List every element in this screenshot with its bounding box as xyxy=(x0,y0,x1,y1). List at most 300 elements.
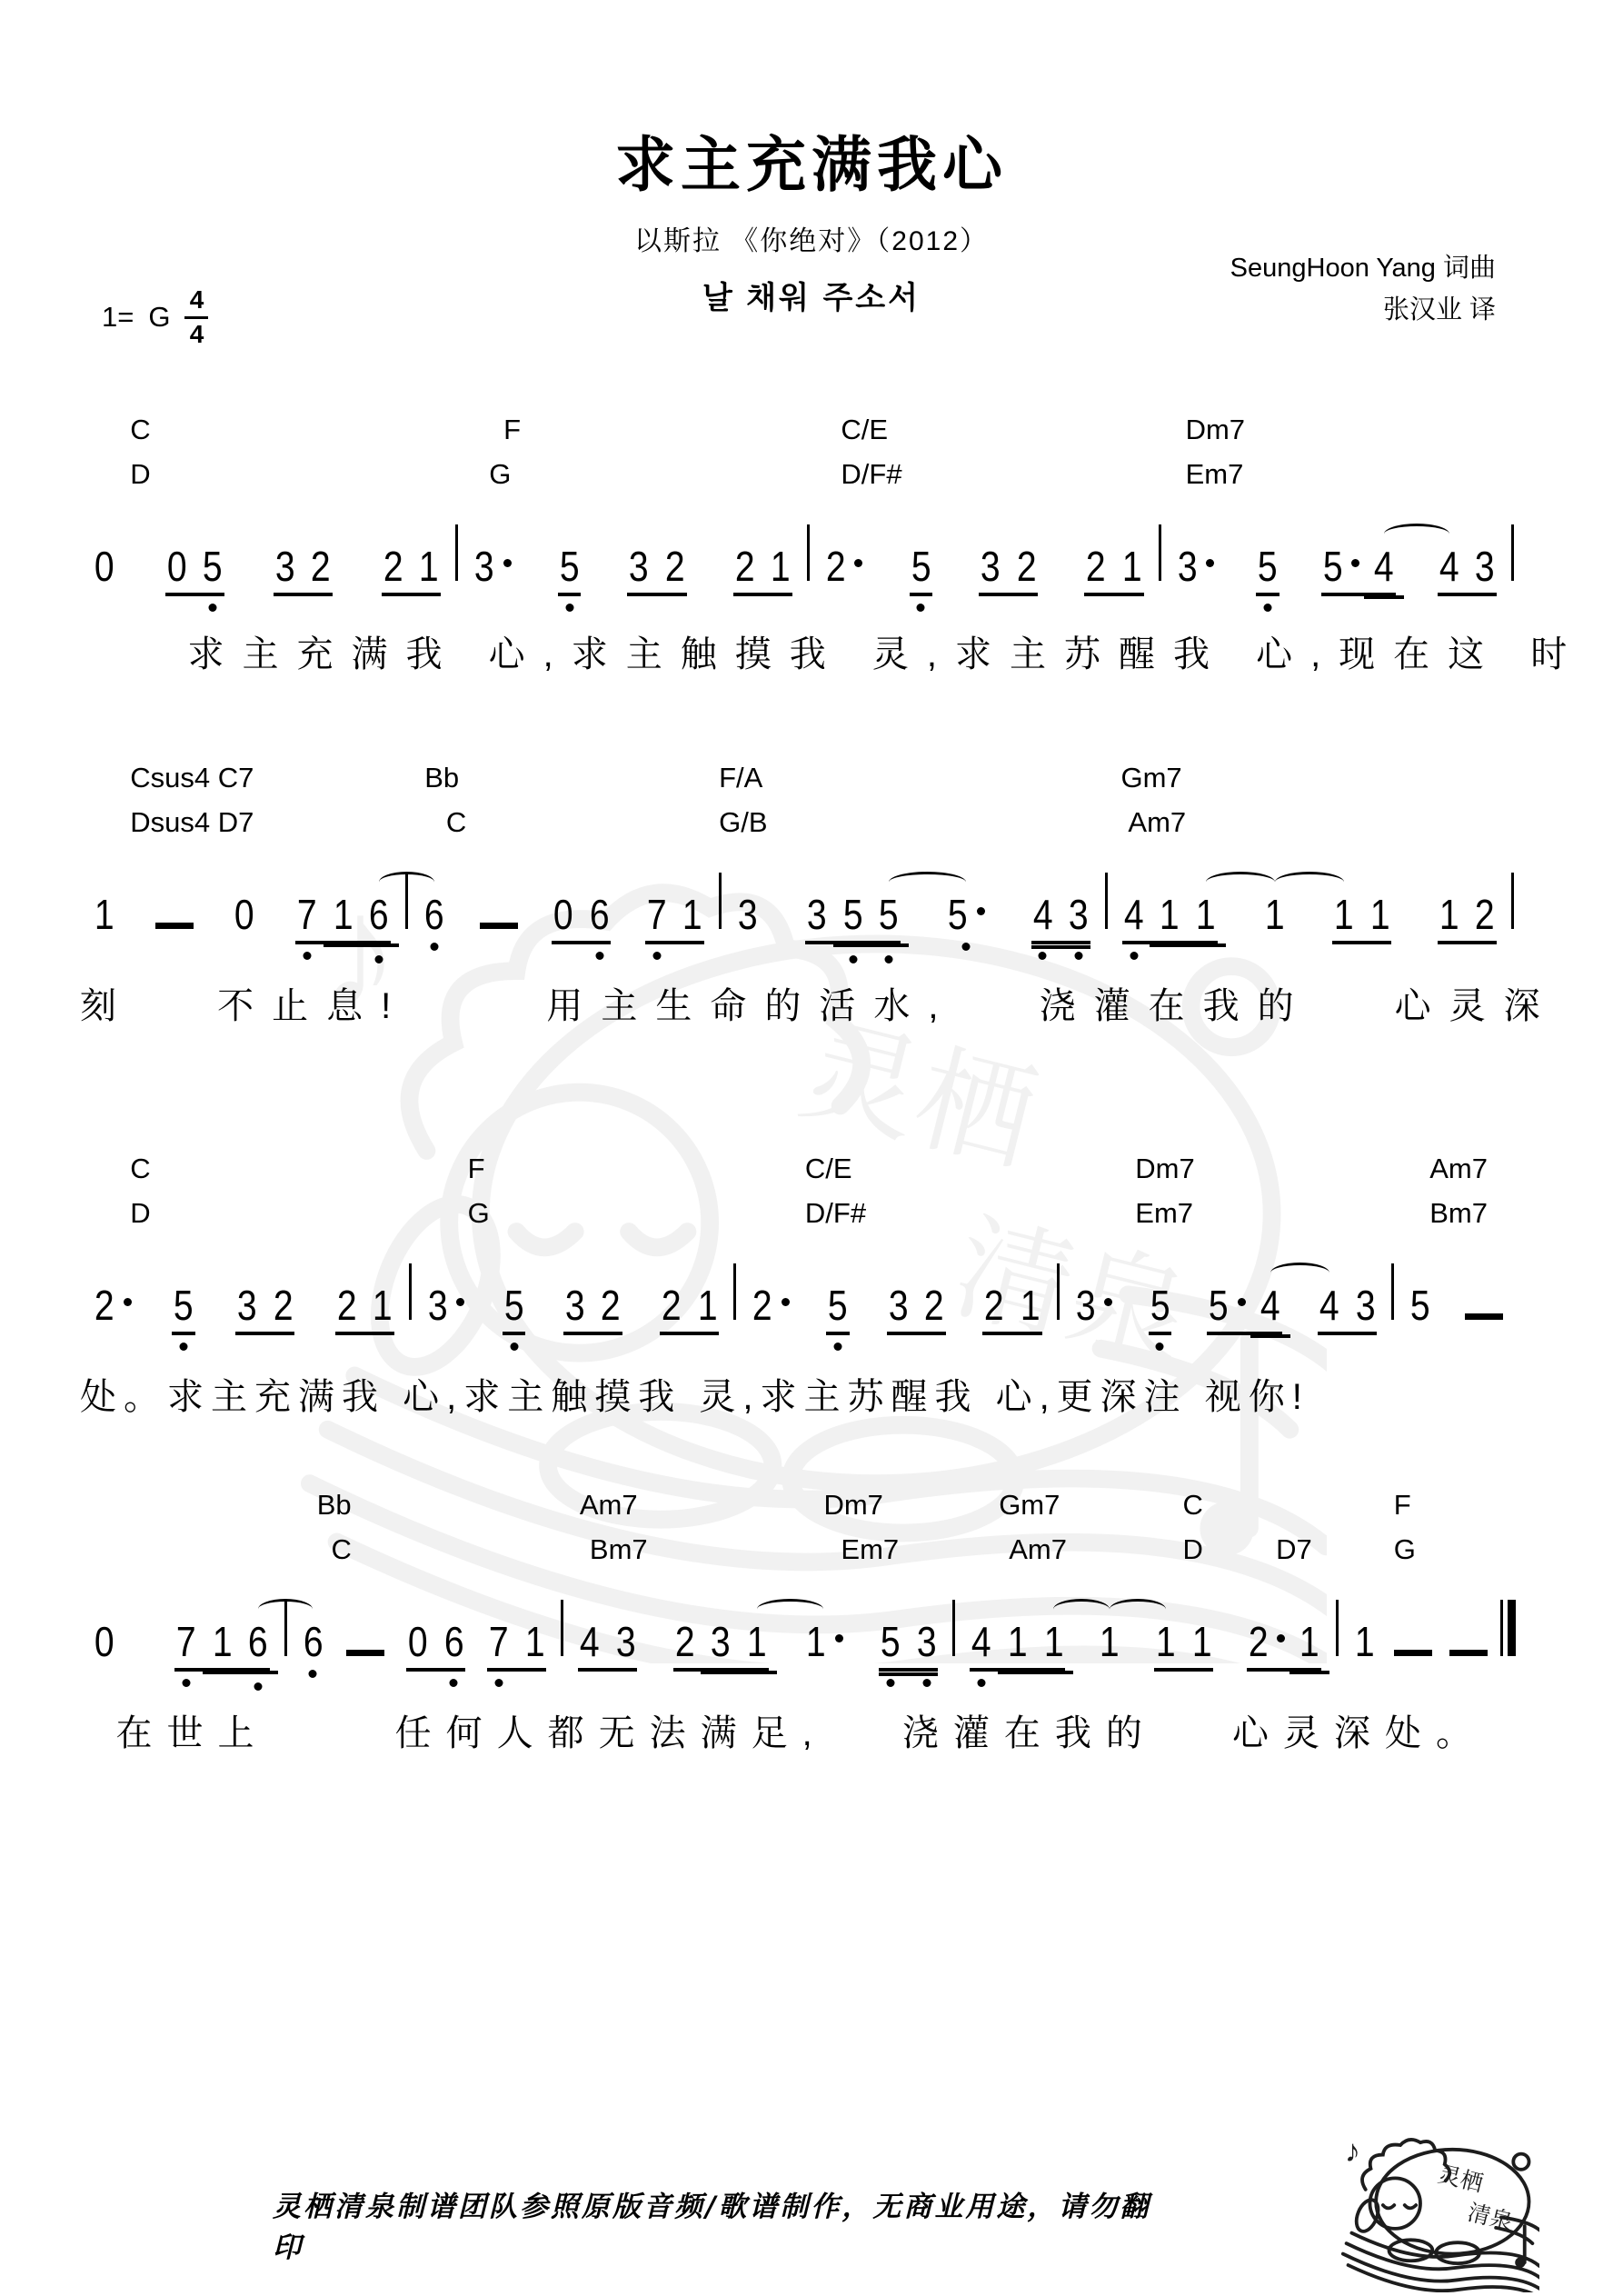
octave-dot-icon xyxy=(1263,604,1271,612)
note-group xyxy=(552,893,611,944)
octave-dot-icon xyxy=(885,955,893,963)
note-token: 3 xyxy=(236,1282,257,1329)
dot-icon xyxy=(503,559,512,567)
note-group xyxy=(805,893,901,944)
note-token: 5 xyxy=(1410,1282,1430,1329)
note-group xyxy=(645,893,704,944)
translator-credit: 张汉业 译 xyxy=(1382,295,1496,325)
chord-label: C xyxy=(331,1533,352,1565)
note-token: 5 xyxy=(910,545,933,587)
measure xyxy=(565,1618,951,1672)
note-token: 1 xyxy=(373,1282,393,1329)
chord-label: D xyxy=(1182,1533,1203,1565)
measure xyxy=(289,1618,559,1675)
note-group xyxy=(910,545,933,596)
measure xyxy=(957,1618,1333,1672)
note-token: 3 xyxy=(981,543,1001,590)
measure xyxy=(80,1284,407,1335)
note-group xyxy=(1449,1650,1488,1675)
barline xyxy=(1336,1600,1339,1656)
note-group xyxy=(235,1284,294,1335)
note-token: 1 xyxy=(1042,1621,1066,1662)
note-group xyxy=(335,1284,394,1335)
note-token: 5 xyxy=(1207,1284,1246,1326)
note-group xyxy=(558,545,582,596)
dash-token xyxy=(1465,1313,1503,1320)
measure xyxy=(812,545,1157,596)
note-group xyxy=(346,1650,384,1675)
key-prefix: 1= xyxy=(102,301,134,334)
note-token: 0 xyxy=(553,891,573,938)
chord-label: D/F# xyxy=(841,458,902,490)
chord-row-top xyxy=(80,1489,1516,1533)
chord-row-top xyxy=(80,762,1516,806)
barline xyxy=(807,524,810,581)
barline xyxy=(1391,1263,1394,1320)
chord-row-bottom xyxy=(80,458,1516,503)
key-letter: G xyxy=(148,301,171,334)
chord-label: Am7 xyxy=(579,1489,638,1521)
chord-label: G xyxy=(467,1197,490,1229)
note-token: 4 xyxy=(1439,543,1459,590)
beam-line xyxy=(1034,1671,1074,1674)
chord-label: G xyxy=(489,458,512,490)
note-token: 5 xyxy=(826,1284,850,1326)
beam-line xyxy=(359,943,399,947)
beam-line xyxy=(737,1671,777,1674)
note-group xyxy=(804,1618,843,1668)
octave-dot-icon xyxy=(494,1679,503,1687)
chord-label: C xyxy=(130,414,151,445)
octave-dot-icon xyxy=(309,1670,317,1678)
dot-icon xyxy=(782,1298,790,1306)
note-token: 3 xyxy=(615,1618,636,1665)
note-token: 1 xyxy=(524,1618,545,1665)
note-group xyxy=(93,1618,116,1668)
note-group xyxy=(1318,1284,1377,1335)
note-group xyxy=(1394,1650,1432,1675)
note-token: 6 xyxy=(443,1621,466,1662)
chord-label: Am7 xyxy=(1429,1153,1488,1184)
chord-row-top xyxy=(80,414,1516,458)
octave-dot-icon xyxy=(450,1679,458,1687)
chord-label: Bb xyxy=(316,1489,352,1521)
note-token: 6 xyxy=(246,1621,270,1662)
note-token: 5 xyxy=(503,1284,526,1326)
note-group xyxy=(1263,893,1287,941)
barline xyxy=(409,1263,412,1320)
note-token: 3 xyxy=(709,1621,732,1662)
measure xyxy=(1110,893,1509,944)
note-token: 1 xyxy=(1298,1621,1321,1662)
dot-icon xyxy=(1238,1298,1246,1306)
note-group xyxy=(1247,1618,1321,1672)
note-group xyxy=(1074,1284,1113,1332)
note-token: 2 xyxy=(751,1284,790,1326)
page-subtitle: 以斯拉 《你绝对》（2012） xyxy=(633,226,990,256)
note-token: 2 xyxy=(601,1282,621,1329)
note-token: 5 xyxy=(1321,545,1360,587)
chord-row-bottom xyxy=(80,1197,1516,1242)
chord-row-top xyxy=(80,1153,1516,1197)
note-token: 3 xyxy=(473,545,512,587)
note-group xyxy=(302,1618,325,1668)
dash-token xyxy=(1449,1650,1488,1656)
chord-label: D xyxy=(130,458,151,490)
chord-label: Gm7 xyxy=(999,1489,1060,1521)
note-token: 1 xyxy=(804,1621,843,1662)
notes-row xyxy=(80,1263,1516,1339)
octave-dot-icon xyxy=(834,1343,842,1351)
note-token: 0 xyxy=(407,1618,428,1665)
chord-label: C xyxy=(1182,1489,1203,1521)
lyrics-line: 处。求主充满我 心,求主触摸我 灵,求主苏醒我 心,更深注 视你! xyxy=(80,1377,1309,1417)
tie-arc xyxy=(1206,872,1275,893)
note-group xyxy=(480,923,518,948)
measure xyxy=(1061,1284,1390,1335)
beam-line xyxy=(1250,1334,1290,1338)
chord-label: Am7 xyxy=(1128,806,1187,838)
note-group xyxy=(1098,1618,1121,1668)
beam-line xyxy=(238,1671,278,1674)
octave-dot-icon xyxy=(1074,952,1082,960)
chord-label: Dm7 xyxy=(1185,414,1246,445)
octave-dot-icon xyxy=(510,1343,518,1351)
note-token: 2 xyxy=(824,545,863,587)
note-token: 7 xyxy=(174,1621,198,1662)
note-token: 3 xyxy=(915,1621,939,1662)
note-group xyxy=(1256,545,1279,596)
note-group xyxy=(1353,1618,1377,1668)
note-token: 1 xyxy=(697,1282,718,1329)
octave-dot-icon xyxy=(430,943,438,951)
chord-label: G xyxy=(1393,1533,1416,1565)
chord-label: Gm7 xyxy=(1120,762,1182,794)
note-token: 5 xyxy=(201,545,224,587)
chord-label: Em7 xyxy=(1135,1197,1194,1229)
note-token: 5 xyxy=(946,893,985,935)
note-token: 2 xyxy=(273,1282,294,1329)
note-group xyxy=(473,545,512,593)
chord-label: Bm7 xyxy=(1429,1197,1488,1229)
chord-label: Dm7 xyxy=(1135,1153,1195,1184)
barline xyxy=(719,873,722,929)
note-token: 1 xyxy=(419,543,440,590)
chord-label: Dm7 xyxy=(823,1489,883,1521)
octave-dot-icon xyxy=(1130,952,1138,960)
octave-dot-icon xyxy=(254,1682,262,1691)
note-token: 1 xyxy=(1194,893,1218,935)
note-token: 1 xyxy=(1006,1621,1030,1662)
dot-icon xyxy=(1206,559,1214,567)
note-token: 2 xyxy=(1475,891,1496,938)
tie-arc xyxy=(1270,1263,1329,1283)
note-group xyxy=(887,1284,946,1335)
note-token: 2 xyxy=(661,1282,682,1329)
measure xyxy=(1163,545,1509,596)
note-group xyxy=(93,893,116,941)
note-token: 0 xyxy=(234,891,254,938)
measure xyxy=(410,893,717,948)
composer-credit: SeungHoon Yang 词曲 xyxy=(1230,254,1496,283)
note-token: 4 xyxy=(1122,893,1146,935)
note-group xyxy=(970,1618,1065,1672)
octave-dot-icon xyxy=(182,1679,190,1687)
tie-arc xyxy=(1053,1599,1110,1620)
note-group xyxy=(1122,893,1218,944)
beam-line xyxy=(833,943,873,947)
note-group xyxy=(946,893,985,941)
chord-label: Csus4 C7 xyxy=(130,762,254,794)
note-token: 3 xyxy=(1475,543,1496,590)
barline xyxy=(561,1600,563,1656)
octave-dot-icon xyxy=(595,952,603,960)
beam-line xyxy=(1150,943,1190,947)
chord-label: D7 xyxy=(1276,1533,1312,1565)
note-token: 1 xyxy=(1264,891,1285,938)
note-token: 2 xyxy=(674,1618,695,1665)
note-group xyxy=(826,1284,850,1335)
note-token: 1 xyxy=(1156,1618,1176,1665)
note-group xyxy=(1438,545,1497,596)
score-line xyxy=(80,762,1558,1029)
tie-arc xyxy=(889,872,966,893)
dot-icon xyxy=(456,1298,464,1306)
time-numerator: 4 xyxy=(189,285,204,314)
note-group xyxy=(274,545,333,596)
measure xyxy=(80,545,453,596)
note-token: 2 xyxy=(924,1282,944,1329)
chord-label: F xyxy=(503,414,522,445)
lyrics-line: 刻 不止息! 用主生命的活水, 浇灌在我的 心灵深 xyxy=(80,986,1558,1026)
note-group xyxy=(982,1284,1041,1335)
note-token: 6 xyxy=(423,893,446,935)
measure xyxy=(723,893,1103,944)
note-token: 1 xyxy=(682,891,703,938)
dot-icon xyxy=(854,559,862,567)
barline xyxy=(952,1600,955,1656)
note-token: 0 xyxy=(94,1618,115,1665)
note-token: 3 xyxy=(629,543,650,590)
score-line xyxy=(80,414,1586,677)
note-token: 4 xyxy=(1372,545,1396,587)
octave-dot-icon xyxy=(375,955,383,963)
octave-dot-icon xyxy=(303,952,311,960)
score-line xyxy=(80,1489,1516,1756)
chord-label: D/F# xyxy=(804,1197,867,1229)
chord-label: F/A xyxy=(719,762,763,794)
chord-row-bottom xyxy=(80,806,1516,851)
note-token: 4 xyxy=(1319,1282,1339,1329)
note-group xyxy=(1176,545,1215,593)
note-token: 1 xyxy=(1191,1618,1212,1665)
note-token: 5 xyxy=(172,1284,195,1326)
beam-line xyxy=(701,1671,741,1674)
note-token: 3 xyxy=(274,543,295,590)
tie-arc xyxy=(258,1599,314,1620)
octave-dot-icon xyxy=(961,943,970,951)
note-token: 1 xyxy=(1369,891,1390,938)
chord-label: C/E xyxy=(804,1153,852,1184)
octave-dot-icon xyxy=(1039,952,1047,960)
note-group xyxy=(426,1284,465,1332)
octave-dot-icon xyxy=(1156,1343,1164,1351)
chord-label: F xyxy=(1393,1489,1411,1521)
tie-arc xyxy=(757,1599,824,1620)
note-token: 2 xyxy=(1016,543,1037,590)
note-group xyxy=(1438,893,1497,944)
note-group xyxy=(1031,893,1090,944)
note-group xyxy=(736,893,760,941)
note-group xyxy=(824,545,863,593)
korean-title: 날 채워 주소서 xyxy=(702,281,921,315)
note-token: 1 xyxy=(1354,1618,1375,1665)
octave-dot-icon xyxy=(849,955,857,963)
note-token: 2 xyxy=(336,1282,357,1329)
note-token: 3 xyxy=(737,891,758,938)
note-token: 2 xyxy=(1247,1621,1286,1662)
dash-token xyxy=(1394,1650,1432,1656)
note-group xyxy=(627,545,686,596)
note-token: 1 xyxy=(1158,893,1181,935)
note-token: 1 xyxy=(1121,543,1142,590)
note-token: 6 xyxy=(367,893,391,935)
note-group xyxy=(503,1284,526,1335)
note-group xyxy=(165,545,224,596)
barline xyxy=(1159,524,1161,581)
dot-icon xyxy=(835,1634,843,1642)
measure xyxy=(413,1284,732,1335)
note-token: 3 xyxy=(1074,1284,1113,1326)
dash-token xyxy=(155,923,194,929)
note-token: 3 xyxy=(1355,1282,1376,1329)
tie-arc xyxy=(379,872,434,893)
note-group xyxy=(423,893,446,941)
note-token: 1 xyxy=(1334,891,1354,938)
note-group xyxy=(295,893,391,944)
beam-line xyxy=(1186,943,1226,947)
note-token: 3 xyxy=(426,1284,465,1326)
dot-icon xyxy=(124,1298,132,1306)
note-token: 3 xyxy=(1067,893,1090,935)
note-token: 1 xyxy=(1020,1282,1041,1329)
note-group xyxy=(174,1618,270,1672)
note-group xyxy=(1321,545,1396,596)
note-token: 2 xyxy=(1086,543,1107,590)
chord-label: Em7 xyxy=(841,1533,900,1565)
note-group xyxy=(93,1284,132,1332)
note-token: 2 xyxy=(93,1284,132,1326)
time-denominator: 4 xyxy=(189,319,204,348)
note-group xyxy=(155,923,194,948)
measure xyxy=(80,893,403,948)
note-token: 6 xyxy=(588,893,612,935)
note-token: 2 xyxy=(664,543,685,590)
note-group xyxy=(660,1284,719,1335)
notes-row xyxy=(80,1600,1516,1675)
note-group xyxy=(406,1618,465,1672)
chord-label: F xyxy=(467,1153,485,1184)
note-group xyxy=(733,545,792,596)
chord-label: D xyxy=(130,1197,151,1229)
octave-dot-icon xyxy=(917,604,925,612)
measure xyxy=(1396,1284,1516,1339)
note-token: 2 xyxy=(734,543,755,590)
octave-dot-icon xyxy=(179,1343,187,1351)
note-group xyxy=(1465,1313,1503,1339)
chord-label: C/E xyxy=(841,414,889,445)
note-token: 5 xyxy=(879,1621,902,1662)
note-group xyxy=(1084,545,1143,596)
note-group xyxy=(879,1618,938,1672)
sheep-logo xyxy=(1339,2120,1539,2292)
beam-line xyxy=(203,1671,243,1674)
note-group xyxy=(93,545,116,593)
chord-label: Bm7 xyxy=(589,1533,648,1565)
note-token: 1 xyxy=(1439,891,1459,938)
measure xyxy=(738,1284,1054,1335)
notes-row xyxy=(80,873,1516,948)
note-group xyxy=(233,893,256,941)
chord-label: G/B xyxy=(719,806,768,838)
note-token: 3 xyxy=(564,1282,585,1329)
note-group xyxy=(673,1618,769,1672)
chord-label: C xyxy=(445,806,467,838)
barline xyxy=(1105,873,1108,929)
octave-dot-icon xyxy=(922,1679,931,1687)
note-token: 2 xyxy=(383,543,403,590)
octave-dot-icon xyxy=(887,1679,895,1687)
dash-token xyxy=(346,1650,384,1656)
octave-dot-icon xyxy=(565,604,573,612)
barline xyxy=(733,1263,736,1320)
note-group xyxy=(563,1284,622,1335)
note-token: 4 xyxy=(1259,1284,1282,1326)
lyrics-line: 求主充满我 心,求主触摸我 灵,求主苏醒我 心,现在这 时 xyxy=(187,634,1586,674)
dot-icon xyxy=(977,907,985,915)
note-token: 1 xyxy=(332,893,355,935)
note-token: 0 xyxy=(94,543,115,590)
tie-arc xyxy=(1384,524,1449,544)
beam-line xyxy=(1289,1671,1329,1674)
note-token: 3 xyxy=(888,1282,909,1329)
note-token: 3 xyxy=(807,891,827,938)
final-barline xyxy=(1500,1600,1516,1656)
note-group xyxy=(172,1284,195,1335)
dot-icon xyxy=(1351,559,1359,567)
note-group xyxy=(979,545,1038,596)
note-token: 1 xyxy=(1100,1618,1120,1665)
note-token: 7 xyxy=(295,893,319,935)
chord-label: Em7 xyxy=(1185,458,1244,490)
note-group xyxy=(751,1284,790,1332)
note-token: 5 xyxy=(841,893,865,935)
note-group xyxy=(1207,1284,1281,1335)
note-token: 4 xyxy=(1031,893,1055,935)
note-group xyxy=(1149,1284,1172,1335)
octave-dot-icon xyxy=(652,952,661,960)
score-line xyxy=(80,1153,1516,1420)
note-token: 5 xyxy=(877,893,901,935)
beam-line xyxy=(998,1671,1038,1674)
measure xyxy=(80,1618,283,1672)
barline xyxy=(1511,873,1514,929)
dash-token xyxy=(480,923,518,929)
chord-row-bottom xyxy=(80,1533,1516,1578)
barline xyxy=(455,524,458,581)
page-title: 求主充满我心 xyxy=(615,131,1008,198)
note-group xyxy=(487,1618,546,1672)
